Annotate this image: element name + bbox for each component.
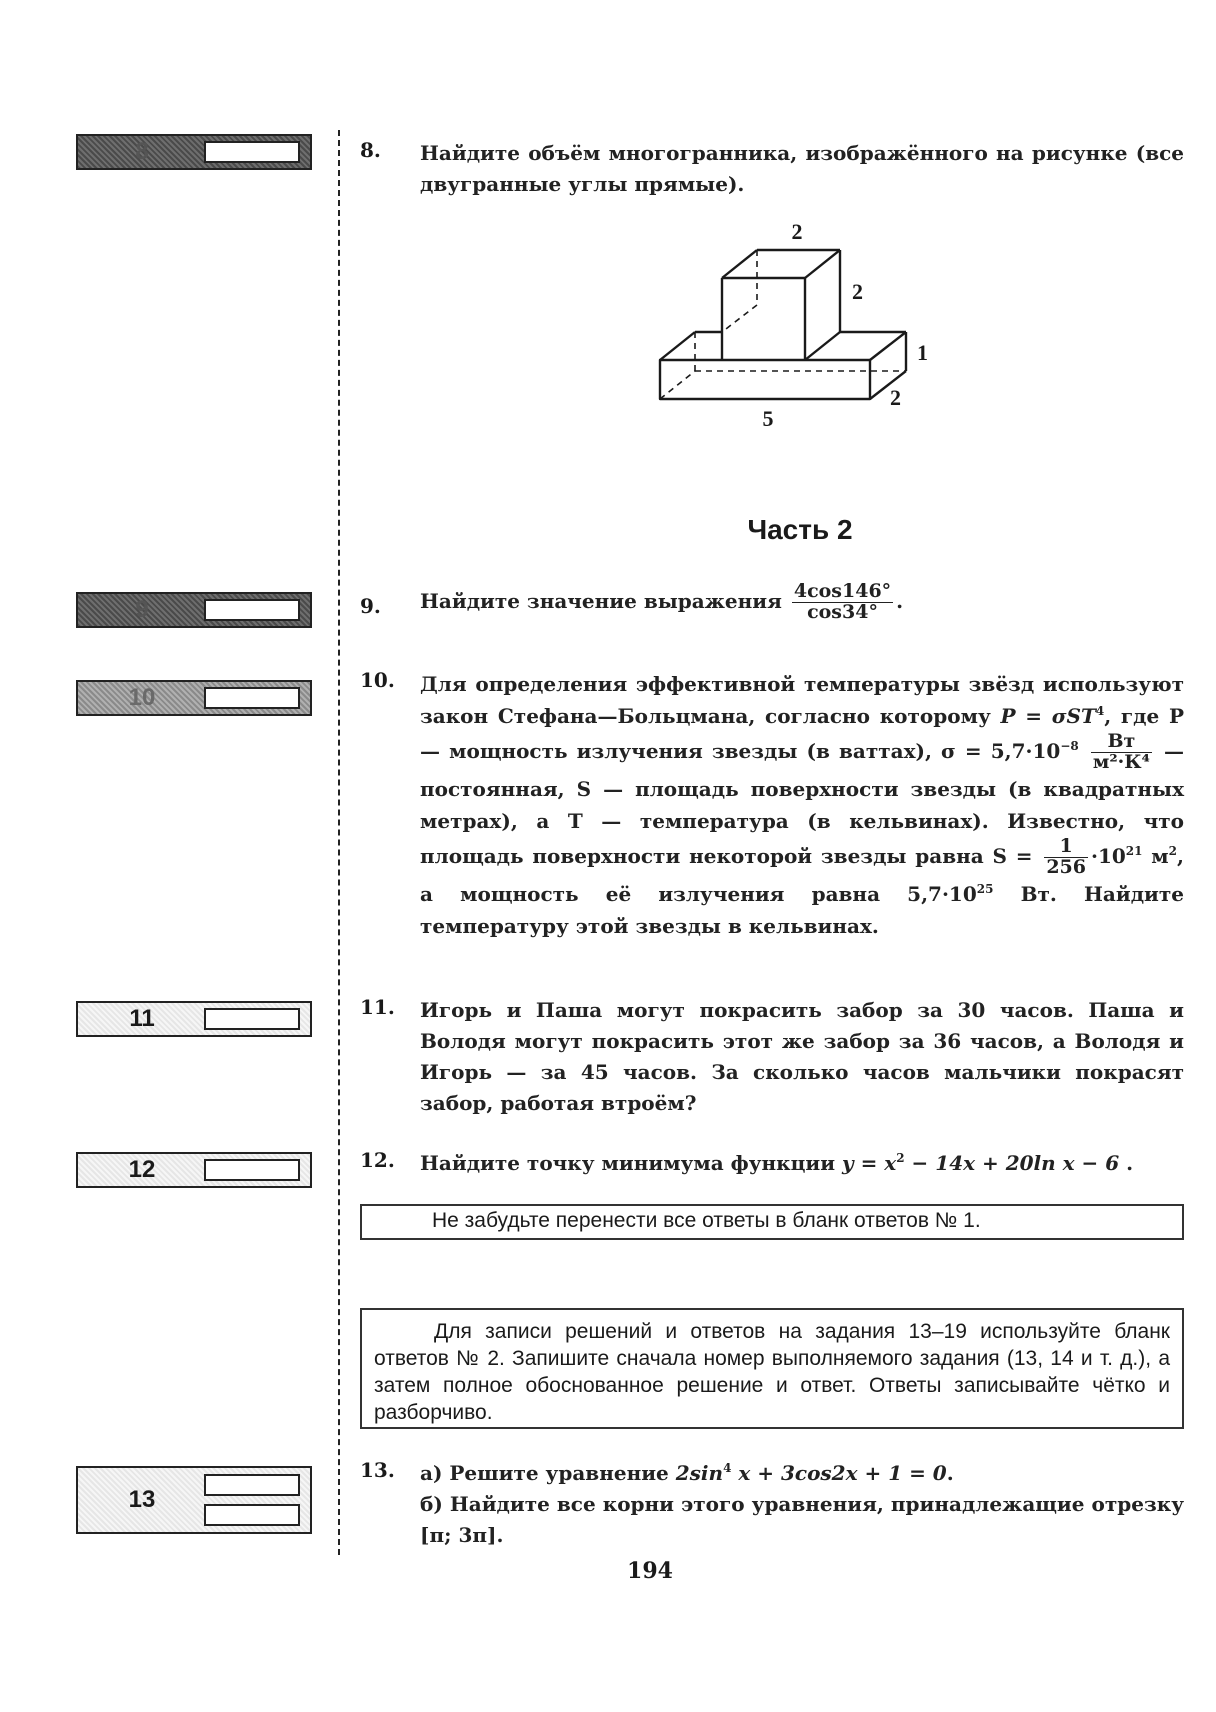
answer-box-label: 8 xyxy=(135,138,149,165)
q10-area-unit: м xyxy=(1142,843,1169,868)
fraction-9 xyxy=(792,582,893,623)
answer-field[interactable] xyxy=(204,687,300,709)
area-numerator: 1 xyxy=(1044,837,1088,858)
question-number-11: 11. xyxy=(360,995,395,1019)
q13-a-end: . xyxy=(946,1461,954,1485)
question-number-9: 9. xyxy=(360,594,381,618)
label-right-upper: 2 xyxy=(852,279,863,304)
answer-box-12 xyxy=(76,1152,312,1188)
q10-area-exp: 21 xyxy=(1125,843,1143,858)
question-text-10 xyxy=(420,668,1184,942)
question-number-8: 8. xyxy=(360,138,381,162)
question-text-9 xyxy=(420,582,1184,623)
answer-box-label: 10 xyxy=(128,684,156,711)
label-depth: 2 xyxy=(890,385,901,410)
q12-formula-b: − 14x + 20ln x − 6 xyxy=(904,1151,1120,1175)
answer-field[interactable] xyxy=(204,1159,300,1181)
question-text-13 xyxy=(420,1458,1184,1551)
answer-box-8 xyxy=(76,134,312,170)
q10-line-3: — постоянная, S — площадь поверхности звезды (в квадратных метрах), а T — температура (в кельвинах). Известно, что площадь поверхности некоторой звезды равна S = xyxy=(420,738,1184,868)
unit-fraction xyxy=(1091,732,1152,773)
answer-field[interactable] xyxy=(204,1008,300,1030)
answer-box-9 xyxy=(76,592,312,628)
q10-power-exp: 25 xyxy=(976,881,994,896)
answer-box-label: 11 xyxy=(129,1005,155,1032)
q10-area-tail: ·10 xyxy=(1090,843,1126,868)
question-text-11: Игорь и Паша могут покрасить забор за 30 часов. Паша и Володя могут покрасить этот же забор за 36 часов, а Володя и Игорь — за 45 часов. За сколько часов мальчики покрасят забор, работая втроём? xyxy=(420,998,1184,1115)
q10-law-exp: 4 xyxy=(1095,704,1105,718)
unit-denominator: м²·К⁴ xyxy=(1092,750,1150,773)
q10-line-2: , где P — мощность излучения звезды (в ваттах), σ = 5,7·10 xyxy=(420,704,1184,763)
notice-answer-sheet-2: Для записи решений и ответов на задания 13–19 используйте бланк ответов № 2. Запишите сначала номер выполняемого задания (13, 14 и т. д.), а затем полное обоснованное решение и ответ. Ответы записывайте чётко и разборчиво. xyxy=(360,1308,1184,1429)
area-denominator: 256 xyxy=(1046,855,1086,878)
q13-a-formula-2: x + 3cos2x + 1 = 0 xyxy=(731,1461,947,1485)
label-right-step: 1 xyxy=(917,340,928,365)
answer-field[interactable] xyxy=(204,599,300,621)
answer-box-label: 9 xyxy=(135,596,149,623)
unit-numerator: Вт xyxy=(1091,732,1152,753)
q13-a-formula-exp: 4 xyxy=(723,1461,732,1475)
question-number-13: 13. xyxy=(360,1458,395,1482)
question-number-12: 12. xyxy=(360,1148,395,1172)
answer-box-11 xyxy=(76,1001,312,1037)
part-title: Часть 2 xyxy=(747,514,853,545)
q12-formula-exp: 2 xyxy=(896,1151,905,1165)
q12-text: Найдите точку минимума функции xyxy=(420,1151,836,1175)
q13-a-text: а) Решите уравнение xyxy=(420,1461,669,1485)
answer-box-13 xyxy=(76,1466,312,1534)
answer-box-label: 12 xyxy=(128,1156,156,1183)
question-number-10: 10. xyxy=(360,668,395,692)
q10-area-unit-exp: 2 xyxy=(1168,843,1178,858)
question-9-end: . xyxy=(896,588,904,613)
answer-box-label: 13 xyxy=(128,1486,156,1513)
q10-line-1: Для определения эффективной температуры звёзд используют закон Стефана—Больцмана, согласно которому xyxy=(420,672,1184,728)
q12-end: . xyxy=(1119,1151,1134,1175)
q10-sigma-exp: −8 xyxy=(1060,738,1079,753)
q10-line-4: , а мощность её излучения равна 5,7·10 xyxy=(420,843,1184,906)
label-top: 2 xyxy=(791,219,803,244)
question-text-12 xyxy=(420,1148,1184,1179)
polyhedron-figure xyxy=(640,215,940,435)
q13-part-a xyxy=(420,1458,1184,1489)
fraction-numerator: 4cos146° xyxy=(793,580,892,602)
area-fraction xyxy=(1044,834,1088,878)
cut-line xyxy=(338,130,340,1555)
q10-line-5: Вт. Найдите температуру этой звезды в кельвинах. xyxy=(420,881,1185,938)
notice-transfer-answers: Не забудьте перенести все ответы в бланк ответов № 1. xyxy=(360,1204,1184,1240)
question-text-8: Найдите объём многогранника, изображённого на рисунке (все двугранные углы прямые). xyxy=(420,141,1184,196)
answer-field[interactable] xyxy=(204,1504,300,1526)
fraction-denominator: cos34° xyxy=(807,600,878,623)
q13-part-b: б) Найдите все корни этого уравнения, принадлежащие отрезку [π; 3π]. xyxy=(420,1492,1184,1547)
answer-field[interactable] xyxy=(204,141,300,163)
answer-box-10 xyxy=(76,680,312,716)
q13-a-formula-1: 2sin xyxy=(675,1461,724,1485)
question-9-text: Найдите значение выражения xyxy=(420,588,782,613)
q12-formula-a: y = x xyxy=(842,1151,897,1175)
q10-law: P = σST xyxy=(1000,704,1096,728)
answer-field[interactable] xyxy=(204,1474,300,1496)
label-bottom: 5 xyxy=(762,406,774,431)
page-number: 194 xyxy=(627,1558,673,1584)
